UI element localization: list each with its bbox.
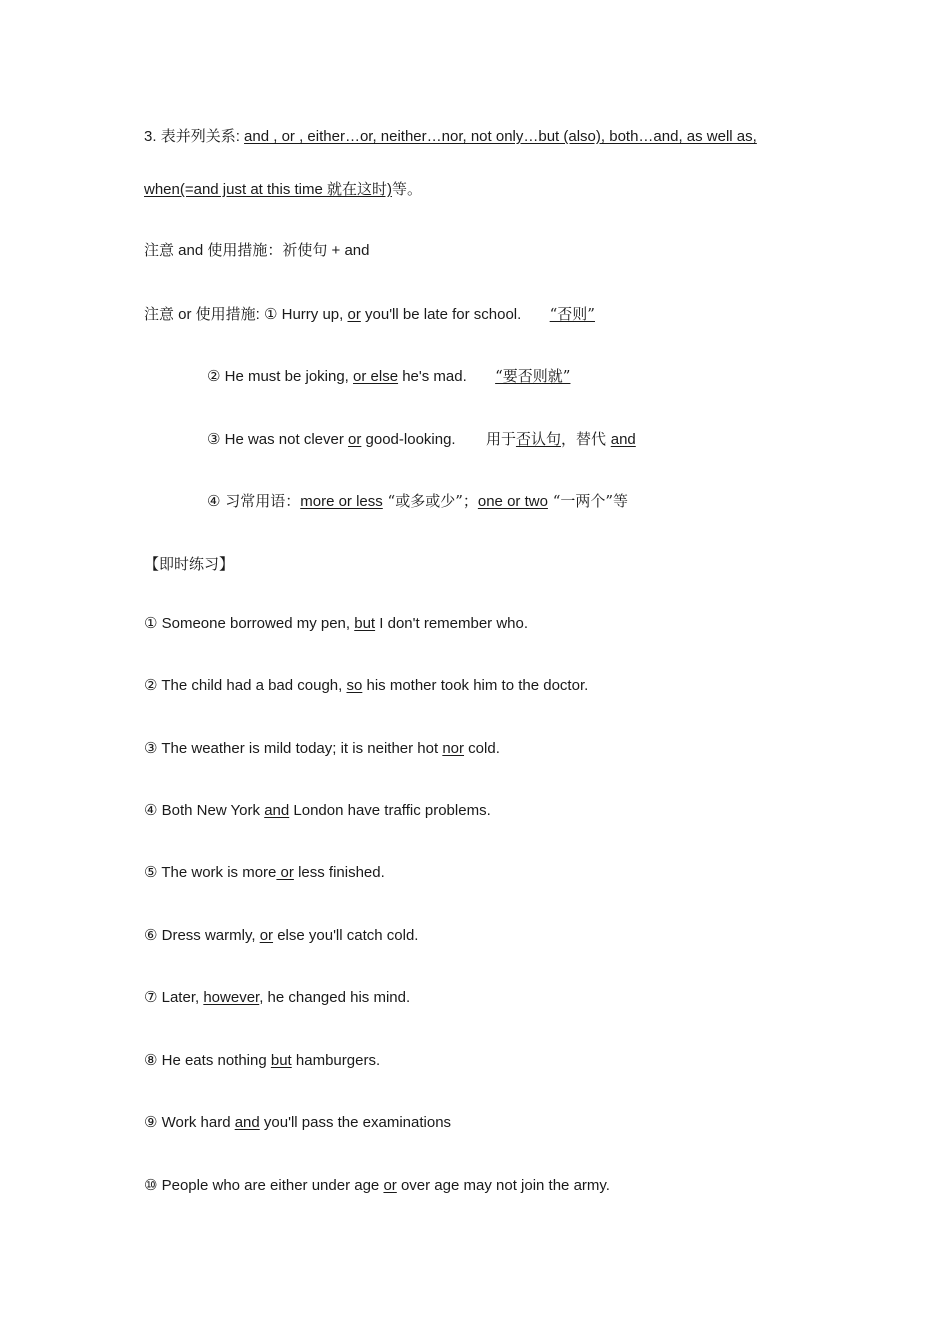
answer: and — [264, 802, 290, 819]
intro-line-2 — [144, 179, 422, 200]
practice-item-1: ① Someone borrowed my pen, but I don't remember who. — [144, 615, 529, 632]
practice-item-8: ⑧ He eats nothing but hamburgers. — [144, 1052, 381, 1069]
conjunction-list-cont: when(=and just at this time 就在这时) — [144, 181, 393, 198]
answer: nor — [442, 740, 465, 757]
gloss: “否则” — [549, 305, 595, 323]
answer: or — [383, 1177, 397, 1194]
practice-item-5: ⑤ The work is more or less finished. — [144, 864, 385, 881]
practice-item-6: ⑥ Dress warmly, or else you'll catch cold. — [144, 927, 419, 944]
note-or-item-4: ④ 习常用语：more or less “或多或少”；one or two “一两个”等 — [207, 492, 629, 510]
gloss: “要否则就” — [495, 367, 571, 385]
answer: but — [270, 1052, 292, 1069]
conjunction-list: and , or , either…or, neither…nor, not only…but (also), both…and, as well as, — [244, 128, 757, 145]
answer: so — [346, 677, 363, 694]
keyword: 否认句 — [515, 430, 561, 448]
answer: but — [354, 615, 376, 632]
note-or-item-2: ② He must be joking, or else he's mad. “要否则就” — [207, 366, 576, 387]
answer: however — [203, 989, 260, 1006]
answer: or — [259, 927, 274, 944]
practice-item-7: ⑦ Later, however, he changed his mind. — [144, 989, 411, 1006]
keyword: or — [347, 306, 361, 323]
keyword: one or two — [477, 493, 548, 510]
practice-item-9: ⑨ Work hard and you'll pass the examinations — [144, 1114, 452, 1131]
note-or-item-3: ③ He was not clever or good-looking. 用于否认句，替代 and — [207, 430, 636, 448]
practice-item-2: ② The child had a bad cough, so his mother took him to the doctor. — [144, 677, 589, 694]
section-number: 3. — [144, 128, 157, 145]
intro-line-1: 3. 表并列关系: and , or , either…or, neither…nor, not only…but (also), both…and, as well as, — [144, 127, 757, 145]
keyword: and — [610, 431, 636, 448]
keyword: or else — [353, 368, 399, 385]
practice-item-10: ⑩ People who are either under age or over age may not join the army. — [144, 1177, 610, 1194]
keyword: or — [348, 431, 362, 448]
answer: or — [276, 864, 294, 881]
section-title: 表并列关系 — [160, 127, 236, 145]
practice-item-3: ③ The weather is mild today; it is neither hot nor cold. — [144, 740, 500, 757]
answer: and — [234, 1114, 260, 1131]
note-or-label: 注意 or 使用措施: — [144, 306, 260, 323]
note-or-item-1: 注意 or 使用措施: ① Hurry up, or you'll be late for school. “否则” — [144, 304, 601, 325]
etc-text: 等。 — [392, 180, 423, 198]
practice-item-4: ④ Both New York and London have traffic problems. — [144, 802, 491, 819]
keyword: more or less — [300, 493, 383, 510]
practice-heading: 【即时练习】 — [144, 555, 235, 573]
note-and: 注意 and 使用措施：祈使句 + and — [144, 242, 370, 259]
